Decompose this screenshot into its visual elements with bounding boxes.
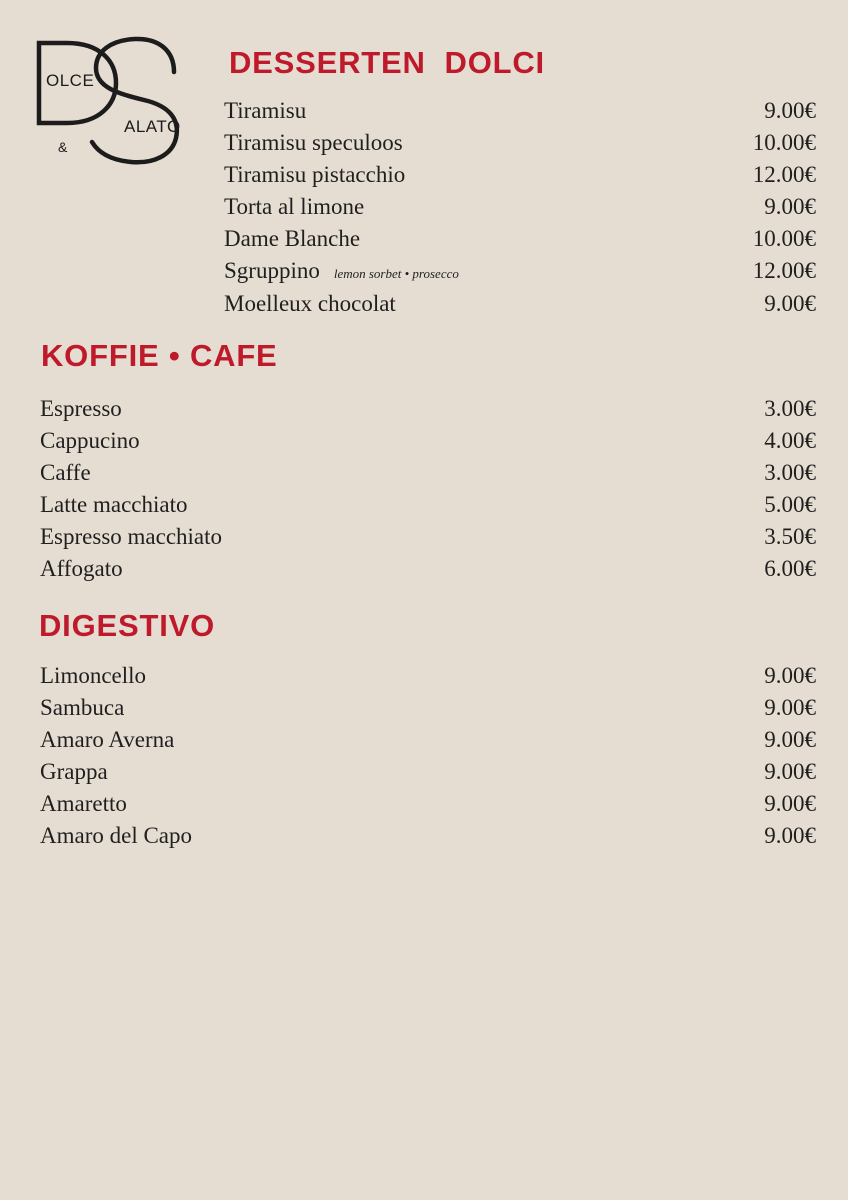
item-price: 3.00€ xyxy=(764,460,816,486)
item-name: Sambuca xyxy=(40,695,125,721)
menu-item xyxy=(40,521,816,553)
item-price: 9.00€ xyxy=(764,759,816,785)
digestivo-list xyxy=(40,660,816,853)
item-name-text: Tiramisu pistacchio xyxy=(224,162,406,188)
menu-item xyxy=(40,489,816,521)
menu-item xyxy=(40,820,816,852)
item-price: 9.00€ xyxy=(764,823,816,849)
menu-item xyxy=(40,724,816,756)
menu-item xyxy=(40,692,816,724)
item-name: Limoncello xyxy=(40,663,147,688)
menu-item xyxy=(224,159,816,191)
item-note: lemon sorbet • prosecco xyxy=(333,266,459,282)
menu-item xyxy=(224,255,816,287)
item-name: Affogato xyxy=(40,556,123,582)
menu-item xyxy=(224,191,816,223)
menu-item xyxy=(224,223,816,255)
menu-item xyxy=(40,553,816,585)
item-name-text: Tiramisu speculoos xyxy=(224,130,403,156)
item-name: Amaretto xyxy=(40,791,127,817)
item-name-text: Tiramisu xyxy=(224,98,307,123)
item-name xyxy=(224,255,459,290)
item-price: 9.00€ xyxy=(764,98,816,123)
item-name: Amaro Averna xyxy=(40,727,175,753)
menu-item xyxy=(224,127,816,159)
item-price: 9.00€ xyxy=(764,727,816,753)
item-price: 9.00€ xyxy=(764,663,816,688)
item-name: Espresso macchiato xyxy=(40,524,223,550)
menu-item xyxy=(40,425,816,457)
item-name: Cappucino xyxy=(40,428,140,454)
item-price: 10.00€ xyxy=(752,226,816,252)
item-price: 6.00€ xyxy=(764,556,816,582)
item-name-text: Torta al limone xyxy=(224,194,365,220)
item-price: 12.00€ xyxy=(752,162,816,188)
item-price: 10.00€ xyxy=(752,130,816,156)
item-name xyxy=(224,223,360,255)
item-price: 9.00€ xyxy=(764,695,816,721)
koffie-list xyxy=(40,393,816,586)
item-name: Caffe xyxy=(40,460,91,486)
item-name: Amaro del Capo xyxy=(40,823,193,849)
logo-text-olce: OLCE xyxy=(46,71,95,90)
menu-item xyxy=(40,457,816,489)
dolce-salato-logo xyxy=(34,34,184,166)
menu-item xyxy=(224,288,816,320)
item-price: 9.00€ xyxy=(764,290,816,316)
item-name-text: Moelleux chocolat xyxy=(224,290,396,316)
item-name: Latte macchiato xyxy=(40,492,188,518)
item-price: 9.00€ xyxy=(764,791,816,817)
item-price: 5.00€ xyxy=(764,492,816,518)
logo-text-alato: ALATO xyxy=(124,117,181,136)
item-name-text: Sgruppino xyxy=(224,258,320,284)
menu-item xyxy=(224,95,816,127)
logo-ampersand: & xyxy=(58,139,68,155)
section-title-digestivo: DIGESTIVO xyxy=(39,608,216,643)
item-price: 12.00€ xyxy=(752,258,816,284)
desserts-list xyxy=(224,95,816,320)
item-price: 9.00€ xyxy=(764,194,816,220)
item-name xyxy=(224,159,405,191)
section-title-desserts: DESSERTEN DOLCI xyxy=(229,45,545,80)
item-name: Espresso xyxy=(40,396,122,421)
item-name: Grappa xyxy=(40,759,108,785)
menu-item xyxy=(40,660,816,692)
item-name-text: Dame Blanche xyxy=(224,226,361,252)
item-name xyxy=(224,127,403,159)
item-price: 4.00€ xyxy=(764,428,816,454)
item-name xyxy=(224,95,306,127)
logo-monogram-graphic xyxy=(34,34,184,166)
item-name xyxy=(224,288,396,320)
item-name xyxy=(224,191,364,223)
menu-item xyxy=(40,393,816,425)
item-price: 3.50€ xyxy=(764,524,816,550)
item-price: 3.00€ xyxy=(764,396,816,421)
menu-item xyxy=(40,756,816,788)
section-title-koffie: KOFFIE • CAFE xyxy=(41,338,278,373)
menu-item xyxy=(40,788,816,820)
